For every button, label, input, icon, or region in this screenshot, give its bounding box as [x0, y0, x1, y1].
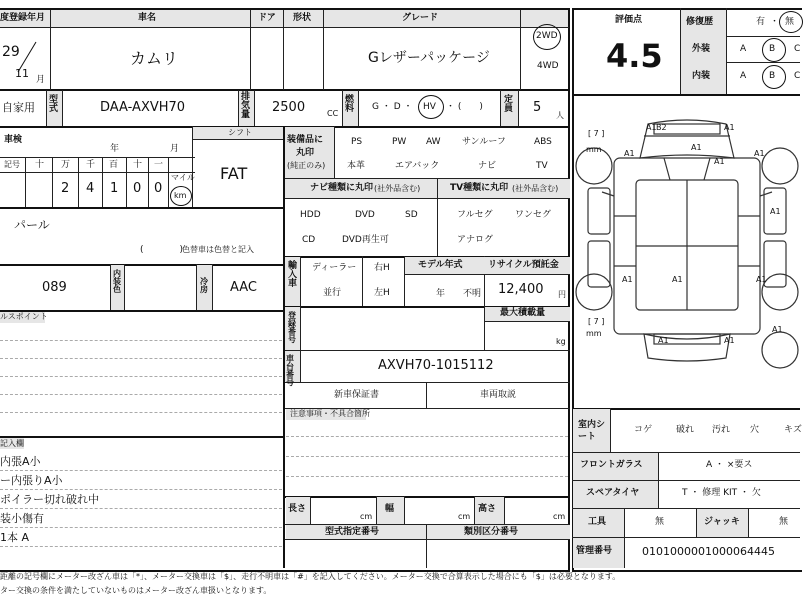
mark-rear-bumper: A1: [772, 325, 783, 334]
nav-header-note: (社外品含む): [374, 184, 421, 193]
nav-dvd-play: DVD再生可: [342, 235, 389, 245]
displacement-value: 2500: [272, 100, 306, 115]
inspection-label: 車検: [4, 135, 23, 145]
mm-top: [ 7 ]: [588, 129, 605, 138]
header-label-band: [0, 10, 568, 27]
mark-right-quarter: A1: [756, 275, 767, 284]
mark-top-center: B2: [656, 123, 667, 132]
shift-label: シフト: [228, 128, 252, 137]
odo-h4: 十: [133, 160, 143, 170]
recycle-label: リサイクル預託金: [488, 260, 559, 270]
import-label: 輸入車: [288, 261, 298, 289]
sheet-item-tear: 破れ: [676, 425, 695, 435]
caution-label: 注意事項・不具合箇所: [290, 409, 370, 418]
note-line-1: 内張A小: [0, 455, 41, 468]
cc-unit: CC: [327, 109, 339, 118]
nav-header: ナビ種類に丸印: [310, 183, 374, 193]
repair-dot: ・: [770, 17, 780, 27]
color-note: 色替車は色替と記入: [182, 245, 254, 254]
mile-label: マイル: [171, 173, 195, 182]
import-parallel: 並行: [323, 288, 342, 298]
exterior-grade: B: [769, 44, 776, 54]
model-year-value: 年 不明: [436, 289, 482, 299]
jack-value: 無: [779, 517, 789, 527]
warranty-label: 新車保証書: [334, 390, 380, 400]
equip-ps: PS: [351, 137, 363, 147]
exterior-c: C: [794, 44, 801, 54]
interior-a: A: [740, 71, 747, 81]
odo-h3: 百: [109, 160, 119, 170]
mark-rear-left: A1: [658, 336, 669, 345]
sales-point-label: ルスポイント: [0, 312, 48, 321]
first-reg-year: 29: [2, 44, 20, 60]
mark-roof-center: A1: [691, 143, 702, 152]
windshield-label: フロントガラス: [580, 460, 643, 470]
equip-navi: ナビ: [478, 161, 497, 171]
room-sheet-label: 室内シート: [578, 420, 606, 442]
ac-value: AAC: [230, 280, 257, 295]
odo-h0: 十: [35, 160, 45, 170]
interior-grade: B: [769, 71, 776, 81]
odo-label: 記号: [4, 160, 20, 169]
category-label: 類別区分番号: [464, 527, 519, 537]
yen-unit: 円: [558, 290, 566, 299]
tools-value: 無: [655, 517, 665, 527]
chassis-value: AXVH70-1015112: [378, 358, 494, 373]
car-damage-diagram: [574, 96, 800, 408]
drive-2wd: 2WD: [536, 31, 558, 41]
score-value: 4.5: [606, 37, 663, 75]
mark-rear-right: A1: [724, 336, 735, 345]
tv-fullseg: フルセグ: [457, 210, 493, 220]
sheet-item-scratch: キズ: [784, 425, 802, 435]
fuel-label: 燃料: [345, 95, 355, 114]
tv-oneseg: ワンセグ: [515, 210, 552, 220]
import-right-h: 右H: [374, 263, 390, 273]
windshield-value: A ・ ×要ス: [706, 460, 753, 470]
kg-unit: kg: [556, 337, 566, 346]
odo-digit-2: 4: [86, 181, 95, 196]
note-line-5: 1本 A: [0, 531, 30, 544]
equip-tv: TV: [536, 161, 548, 171]
max-load-label: 最大積載量: [500, 308, 546, 318]
odo-h1: 万: [61, 160, 71, 170]
nav-dvd: DVD: [355, 210, 375, 220]
month-unit: 月: [36, 75, 46, 85]
footer-line-1: 距離の記号欄にメーター改ざん車は「*」、メーター交換車は「$」、走行不明車は「#」を記入してください。メーター交換で合算表示した場合にも「$」は必要となります。: [0, 572, 621, 581]
model-label: 型式: [49, 95, 59, 114]
odo-digit-4: 0: [133, 181, 142, 196]
jack-label: ジャッキ: [704, 517, 740, 527]
mark-top-left: A1: [646, 123, 657, 132]
drive-4wd: 4WD: [537, 61, 559, 71]
equip-pw: PW: [392, 137, 407, 147]
equipment-label-1: 装備品に: [287, 135, 324, 145]
interior-color-label: 内装色: [113, 269, 121, 294]
person-unit: 人: [556, 111, 564, 120]
odo-digit-5: 0: [154, 181, 163, 196]
inspection-year: 年: [110, 144, 120, 154]
km-label: km: [174, 191, 187, 200]
fuel-other: ・ ( ): [446, 102, 483, 112]
tv-analog: アナログ: [457, 235, 494, 245]
mark-body-center: A1: [714, 157, 725, 166]
car-name: カムリ: [130, 49, 179, 68]
doors-label: ドア: [258, 13, 276, 23]
import-left-h: 左H: [374, 288, 390, 298]
exterior-a: A: [740, 44, 747, 54]
mark-top-right: A1: [724, 123, 735, 132]
equip-abs: ABS: [534, 137, 552, 147]
manual-label: 車両取説: [480, 390, 517, 400]
model-value: DAA-AXVH70: [100, 100, 186, 115]
mark-left-rear: A1: [672, 275, 683, 284]
equipment-label-3: (純正のみ): [287, 161, 326, 170]
capacity-value: 5: [533, 100, 542, 115]
equip-airbag: エアバック: [395, 161, 440, 171]
mm-top-unit: mm: [586, 145, 602, 154]
repair-label: 修復歴: [686, 17, 714, 27]
exterior-label: 外装: [692, 44, 711, 54]
car-name-label: 車名: [138, 13, 157, 23]
interior-label: 内装: [692, 71, 711, 81]
odo-h2: 千: [86, 160, 96, 170]
sheet-item-burn: コゲ: [634, 425, 653, 435]
sheet-item-dirt: 汚れ: [712, 425, 731, 435]
recycle-value: 12,400: [498, 282, 544, 297]
tv-header-note: (社外品含む): [512, 184, 559, 193]
import-dealer: ディーラー: [312, 263, 357, 273]
nav-cd: CD: [302, 235, 316, 245]
mark-right-front: A1: [754, 149, 765, 158]
note-line-4: 装小傷有: [0, 512, 44, 525]
color-name: パール: [14, 218, 50, 232]
equip-sunroof: サンルーフ: [462, 137, 506, 147]
score-label: 評価点: [615, 15, 643, 25]
spare-value: T ・ 修理 KIT ・ 欠: [682, 488, 761, 498]
notes-label: 記入欄: [0, 439, 24, 448]
mm-bottom-unit: mm: [586, 329, 602, 338]
height-label: 高さ: [478, 504, 497, 514]
type-number-label: 型式指定番号: [325, 527, 380, 537]
capacity-label: 定員: [504, 95, 514, 114]
length-label: 長さ: [288, 504, 307, 514]
displacement-label: 排気量: [241, 92, 251, 120]
color-paren: ( ): [140, 245, 184, 255]
color-code: 089: [42, 280, 67, 295]
equip-aw: AW: [426, 137, 441, 147]
tv-header: TV種類に丸印: [450, 183, 509, 193]
equipment-label-2: 丸印: [296, 148, 315, 158]
odo-digit-3: 1: [110, 181, 119, 196]
note-line-2: ー内張りA小: [0, 474, 63, 487]
mark-right-door: A1: [770, 207, 781, 216]
registration-label: 登録番号: [288, 311, 296, 344]
nav-hdd: HDD: [300, 210, 321, 220]
use-type: 自家用: [2, 101, 35, 114]
footer-line-2: ター交換の条件を満たしていないものはメーター改ざん車扱いとなります。: [0, 586, 272, 595]
odo-h5: 一: [154, 160, 164, 170]
chassis-label: 車台番号: [286, 354, 294, 387]
fuel-selected: HV: [423, 102, 436, 112]
note-line-3: ポイラー切れ破れ中: [0, 493, 99, 506]
grade-value: Gレザーパッケージ: [368, 50, 490, 66]
repair-no: 無: [785, 17, 795, 27]
mgmt-label: 管理番号: [576, 546, 613, 556]
mark-left-quarter: A1: [622, 275, 633, 284]
repair-yes: 有: [756, 17, 766, 27]
width-unit: cm: [458, 512, 471, 521]
length-unit: cm: [360, 512, 373, 521]
mm-bottom: [ 7 ]: [588, 317, 605, 326]
shift-value: FAT: [220, 164, 248, 183]
odo-digit-1: 2: [61, 181, 70, 196]
mark-left-front: A1: [624, 149, 635, 158]
mgmt-value: 0101000001000064445: [642, 545, 775, 558]
height-unit: cm: [553, 512, 566, 521]
width-label: 幅: [385, 504, 395, 514]
interior-c: C: [794, 71, 801, 81]
fuel-options: G ・ D ・: [372, 102, 413, 112]
shape-label: 形状: [293, 13, 312, 23]
first-reg-label: 度登録年月: [0, 13, 46, 23]
model-year-label: モデル年式: [418, 260, 463, 270]
grade-label: グレード: [402, 13, 439, 23]
ac-label: 冷房: [200, 277, 208, 294]
first-reg-month: 11: [15, 67, 29, 80]
nav-sd: SD: [405, 210, 418, 220]
sheet-item-hole: 穴: [750, 425, 760, 435]
tools-label: 工具: [588, 517, 607, 527]
spare-label: スペアタイヤ: [586, 488, 640, 498]
equip-leather: 本革: [347, 161, 366, 171]
inspection-month: 月: [170, 144, 180, 154]
